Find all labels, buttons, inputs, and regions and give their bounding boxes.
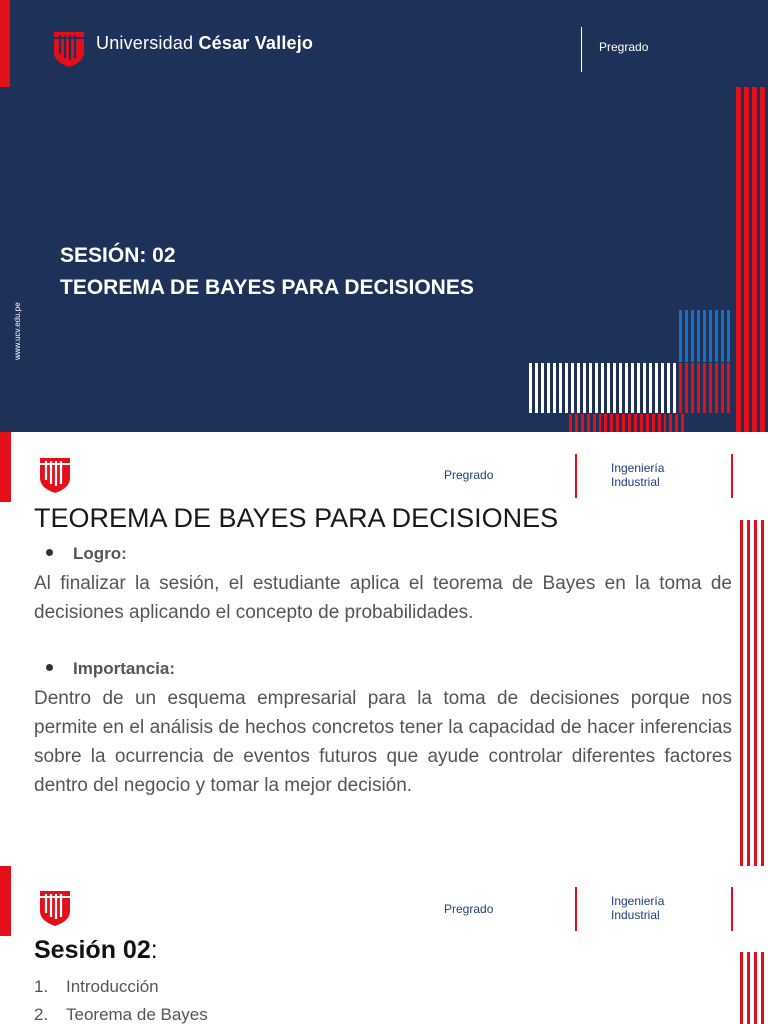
stripe — [575, 414, 578, 432]
stripe — [736, 87, 741, 432]
agenda-slide — [0, 866, 768, 1024]
stripe — [541, 363, 544, 413]
stripe — [669, 414, 672, 432]
stripe — [646, 414, 649, 432]
slide-title: TEOREMA DE BAYES PARA DECISIONES — [34, 503, 559, 533]
stripe — [715, 363, 718, 413]
stripe — [685, 363, 688, 413]
stripe — [604, 414, 607, 432]
stripe — [631, 363, 634, 413]
stripe — [529, 363, 532, 413]
stripe — [761, 952, 764, 1024]
stripe — [553, 363, 556, 413]
faculty-label: Ingeniería Industrial — [611, 461, 665, 489]
stripe — [599, 414, 602, 432]
agenda-list — [34, 973, 208, 1024]
stripe — [679, 310, 682, 362]
stripe — [655, 363, 658, 413]
stripe — [703, 310, 706, 362]
stripe — [583, 363, 586, 413]
stripe — [697, 310, 700, 362]
stripe — [709, 310, 712, 362]
stripe — [709, 363, 712, 413]
logro-heading: Logro: — [46, 544, 127, 564]
stripe — [658, 414, 661, 432]
stripe — [691, 363, 694, 413]
red-accent-bar — [0, 866, 11, 936]
stripe — [721, 363, 724, 413]
red-stripes-decoration — [740, 520, 768, 866]
header-divider — [575, 454, 577, 498]
stripe — [675, 414, 678, 432]
program-label: Pregrado — [444, 468, 494, 482]
stripe — [643, 363, 646, 413]
stripe — [754, 952, 757, 1024]
stripe — [760, 87, 765, 432]
faculty-label: Ingeniería Industrial — [611, 894, 665, 922]
stripe — [637, 363, 640, 413]
logro-text: Al finalizar la sesión, el estudiante aplica el teorema de Bayes en la toma de decisiones aplicando el concepto de probabilidades. — [34, 573, 732, 623]
header-divider-right — [731, 887, 733, 931]
stripe — [593, 414, 596, 432]
agenda-title: Sesión 02: — [34, 936, 158, 964]
bullet-dot-icon — [46, 549, 53, 556]
stripe — [649, 363, 652, 413]
stripe — [610, 414, 613, 432]
website-url: www.ucv.edu.pe — [13, 302, 22, 360]
stripe — [740, 952, 743, 1024]
stripe — [661, 363, 664, 413]
stripe — [607, 363, 610, 413]
stripe — [744, 87, 749, 432]
program-label: Pregrado — [599, 40, 649, 54]
session-number: SESIÓN: 02 — [60, 244, 176, 267]
stripe — [691, 310, 694, 362]
red-accent-bar — [0, 432, 11, 502]
stripe — [664, 414, 667, 432]
stripe — [727, 310, 730, 362]
stripe — [601, 363, 604, 413]
program-label: Pregrado — [444, 902, 494, 916]
stripe — [625, 363, 628, 413]
stripe — [559, 363, 562, 413]
header-divider — [575, 887, 577, 931]
stripe — [589, 363, 592, 413]
stripe — [622, 414, 625, 432]
list-item: 1. Introducción — [34, 977, 159, 996]
stripe — [595, 363, 598, 413]
red-stripes-bottom-decoration — [569, 414, 687, 432]
stripe — [715, 310, 718, 362]
red-stripes-decoration — [740, 952, 768, 1024]
tall-red-stripes-decoration — [736, 87, 768, 432]
stripe — [697, 363, 700, 413]
stripe — [679, 363, 682, 413]
stripe — [754, 520, 757, 866]
session-heading — [60, 240, 474, 304]
white-stripes-decoration — [529, 363, 679, 413]
ucv-shield-logo-icon — [38, 889, 72, 927]
stripe — [727, 363, 730, 413]
stripe — [619, 363, 622, 413]
blue-stripes-decoration — [679, 310, 735, 362]
list-item: 2. Teorema de Bayes — [34, 1005, 208, 1024]
stripe — [587, 414, 590, 432]
stripe — [535, 363, 538, 413]
stripe — [634, 414, 637, 432]
stripe — [628, 414, 631, 432]
objectives-slide — [0, 432, 768, 866]
stripe — [740, 520, 743, 866]
bullet-dot-icon — [46, 664, 53, 671]
stripe — [747, 952, 750, 1024]
ucv-shield-logo-icon — [52, 30, 86, 68]
ucv-shield-logo-icon — [38, 456, 72, 494]
stripe — [565, 363, 568, 413]
stripe — [577, 363, 580, 413]
cover-slide — [0, 0, 768, 432]
stripe — [703, 363, 706, 413]
stripe — [652, 414, 655, 432]
stripe — [673, 363, 676, 413]
stripe — [581, 414, 584, 432]
stripe — [747, 520, 750, 866]
stripe — [613, 363, 616, 413]
stripe — [667, 363, 670, 413]
stripe — [640, 414, 643, 432]
red-accent-bar — [0, 0, 10, 87]
header-divider-right — [731, 454, 733, 498]
stripe — [571, 363, 574, 413]
red-stripes-decoration — [679, 363, 735, 413]
university-name: Universidad César Vallejo — [96, 33, 314, 53]
header-divider — [581, 27, 582, 72]
stripe — [681, 414, 684, 432]
importancia-text: Dentro de un esquema empresarial para la toma de decisiones porque nos permite en el análisis de hechos concretos tener la capacidad de hacer inferencias sobre la ocurrencia de eventos futuros que ayude controlar diferentes factores dentro del negocio y tomar la mejor decisión. — [34, 688, 732, 796]
stripe — [616, 414, 619, 432]
session-title: TEOREMA DE BAYES PARA DECISIONES — [60, 276, 474, 299]
stripe — [547, 363, 550, 413]
importancia-heading: Importancia: — [46, 659, 175, 679]
stripe — [752, 87, 757, 432]
stripe — [569, 414, 572, 432]
stripe — [761, 520, 764, 866]
stripe — [721, 310, 724, 362]
stripe — [685, 310, 688, 362]
